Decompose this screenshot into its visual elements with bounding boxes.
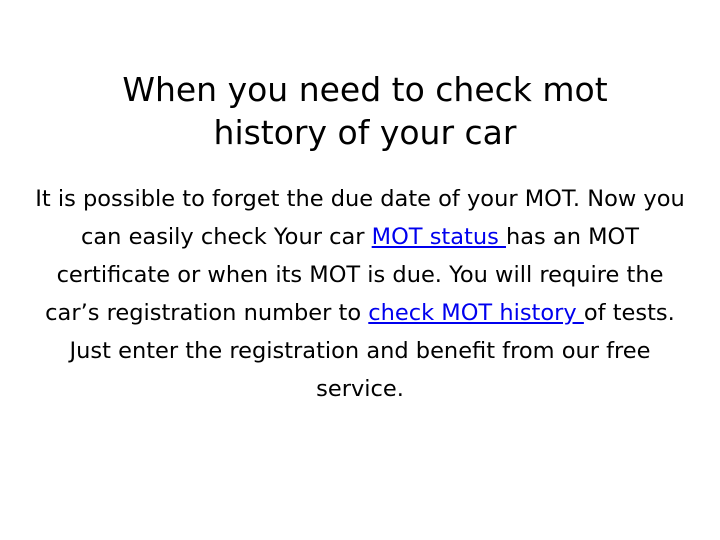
body-text-part-3: of tests. Just enter the registration and benefit from our free service. xyxy=(69,300,675,402)
mot-status-link[interactable]: MOT status xyxy=(371,224,506,250)
check-mot-history-link[interactable]: check MOT history xyxy=(368,300,584,326)
title-line-1: When you need to check mot xyxy=(122,70,608,109)
slide-title xyxy=(90,68,640,154)
body-text-part-2: has an MOT certificate or when its MOT is due. You will require the car’s registration number to xyxy=(45,224,664,326)
body-text-part-1: It is possible to forget the due date of your MOT. Now you can easily check Your car xyxy=(35,186,685,250)
body-paragraph xyxy=(30,180,690,408)
title-line-2: history of your car xyxy=(213,113,517,152)
